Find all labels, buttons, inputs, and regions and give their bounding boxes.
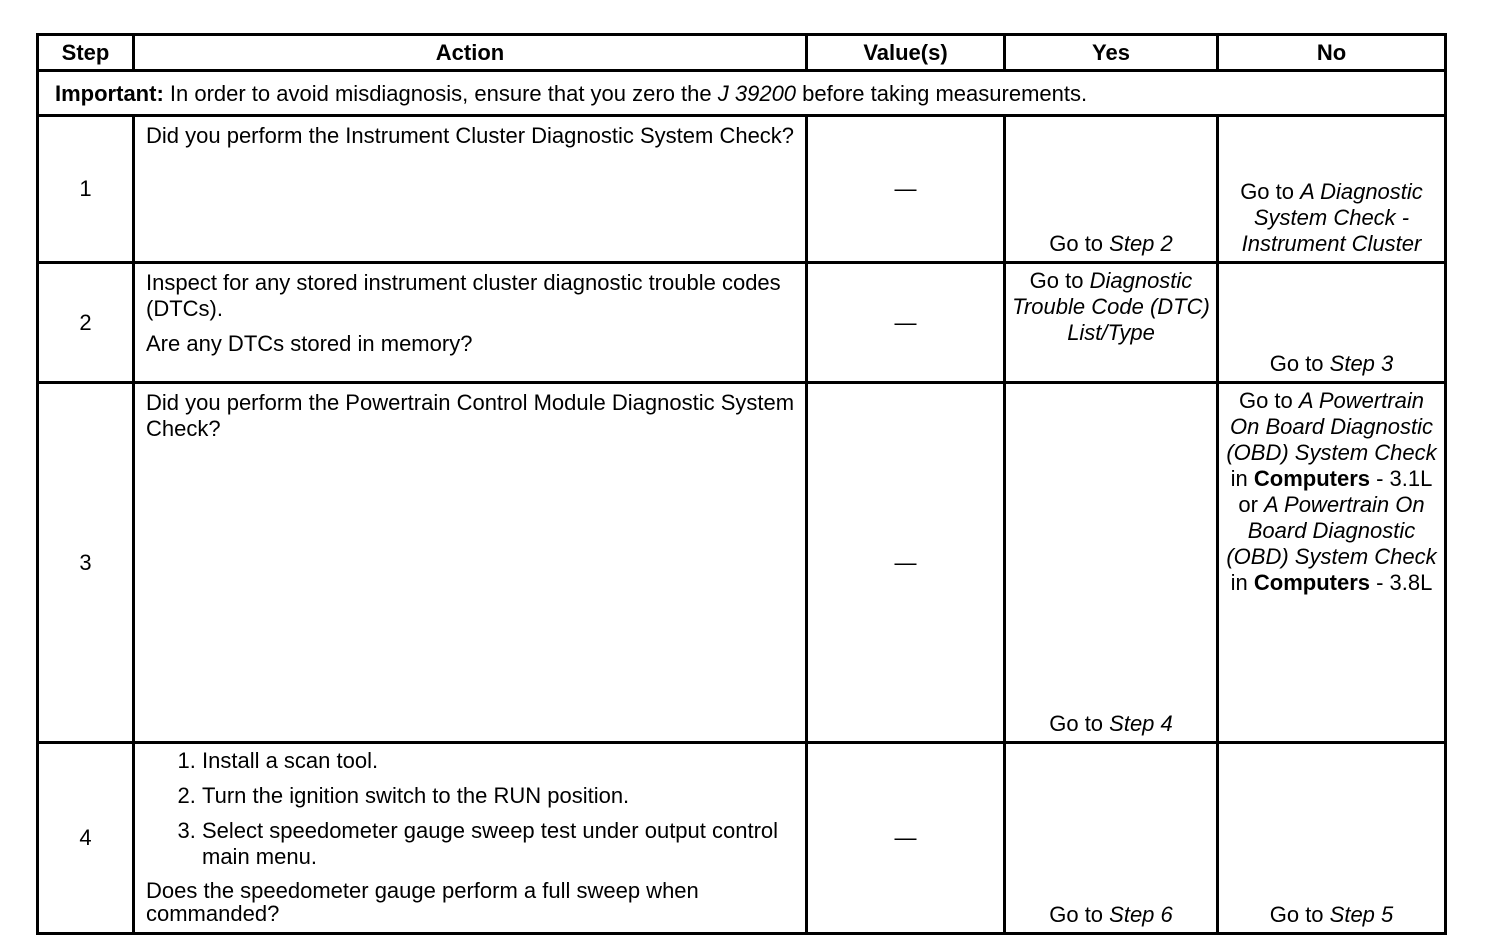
header-row — [38, 35, 1446, 71]
action-text: Did you perform the Instrument Cluster Diagnostic System Check? — [146, 123, 795, 148]
value-cell: — — [807, 116, 1005, 263]
action-cell — [134, 116, 807, 263]
action-cell — [134, 743, 807, 934]
engine-text: - 3.8L — [1370, 570, 1433, 595]
step-number: 1 — [38, 116, 134, 263]
no-prefix: Go to — [1240, 179, 1301, 204]
step-number: 2 — [38, 263, 134, 383]
step-number: 4 — [38, 743, 134, 934]
manual-name: Computers — [1253, 570, 1370, 595]
action-text: Inspect for any stored instrument cluster diagnostic trouble codes (DTCs). — [146, 270, 781, 321]
yes-prefix: Go to — [1049, 711, 1110, 736]
important-text-after: before taking measurements. — [796, 81, 1088, 106]
action-question: Are any DTCs stored in memory? — [146, 331, 473, 356]
manual-name: Computers — [1253, 466, 1370, 491]
value-cell: — — [807, 263, 1005, 383]
yes-cell[interactable] — [1005, 383, 1218, 743]
no-prefix: Go to — [1238, 388, 1299, 413]
no-cell[interactable] — [1218, 116, 1446, 263]
important-label: Important: — [55, 81, 164, 106]
no-cell[interactable] — [1218, 263, 1446, 383]
important-note — [38, 71, 1446, 116]
no-link[interactable]: A Diagnostic System Check - Instrument Cluster — [1241, 179, 1423, 256]
procedure-list — [146, 748, 797, 870]
no-cell[interactable] — [1218, 743, 1446, 934]
list-item: 1. Install a scan tool. — [202, 748, 797, 774]
yes-link[interactable]: Step 4 — [1109, 711, 1173, 736]
no-cell[interactable] — [1218, 383, 1446, 743]
header-value: Value(s) — [807, 35, 1005, 71]
step-number: 3 — [38, 383, 134, 743]
value-cell: — — [807, 383, 1005, 743]
action-cell — [134, 383, 807, 743]
header-action: Action — [134, 35, 807, 71]
action-question: Does the speedometer gauge perform a full sweep when commanded? — [146, 878, 699, 926]
list-item: 3. Select speedometer gauge sweep test under output control main menu. — [202, 818, 797, 870]
no-in: in — [1230, 570, 1254, 595]
no-prefix: Go to — [1269, 351, 1330, 376]
important-row — [38, 71, 1446, 116]
value-cell: — — [807, 743, 1005, 934]
yes-prefix: Go to — [1049, 231, 1110, 256]
engine-text: - 3.1L or — [1238, 466, 1433, 517]
yes-prefix: Go to — [1029, 268, 1090, 293]
action-cell — [134, 263, 807, 383]
important-text-before: In order to avoid misdiagnosis, ensure that you zero the — [163, 81, 718, 106]
yes-cell[interactable] — [1005, 263, 1218, 383]
yes-link[interactable]: Diagnostic Trouble Code (DTC) List/Type — [1012, 268, 1210, 345]
header-yes: Yes — [1005, 35, 1218, 71]
list-item: 2. Turn the ignition switch to the RUN position. — [202, 783, 797, 809]
action-text: Did you perform the Powertrain Control Module Diagnostic System Check? — [146, 390, 795, 441]
no-prefix: Go to — [1269, 902, 1330, 927]
no-link-3-1l[interactable]: A Powertrain On Board Diagnostic (OBD) System Check — [1226, 388, 1437, 465]
tool-number: J 39200 — [717, 81, 797, 106]
no-link-3-8l[interactable]: A Powertrain On Board Diagnostic (OBD) System Check — [1226, 492, 1437, 569]
no-link[interactable]: Step 5 — [1329, 902, 1394, 927]
header-no: No — [1218, 35, 1446, 71]
yes-cell[interactable] — [1005, 743, 1218, 934]
diagnostic-table — [36, 33, 1447, 935]
no-in: in — [1230, 466, 1254, 491]
table-row — [38, 383, 1446, 743]
table-row — [38, 263, 1446, 383]
yes-link[interactable]: Step 6 — [1109, 902, 1173, 927]
header-step: Step — [38, 35, 134, 71]
yes-link[interactable]: Step 2 — [1109, 231, 1173, 256]
yes-prefix: Go to — [1049, 902, 1110, 927]
yes-cell[interactable] — [1005, 116, 1218, 263]
no-link[interactable]: Step 3 — [1329, 351, 1394, 376]
table-row — [38, 116, 1446, 263]
table-row — [38, 743, 1446, 934]
